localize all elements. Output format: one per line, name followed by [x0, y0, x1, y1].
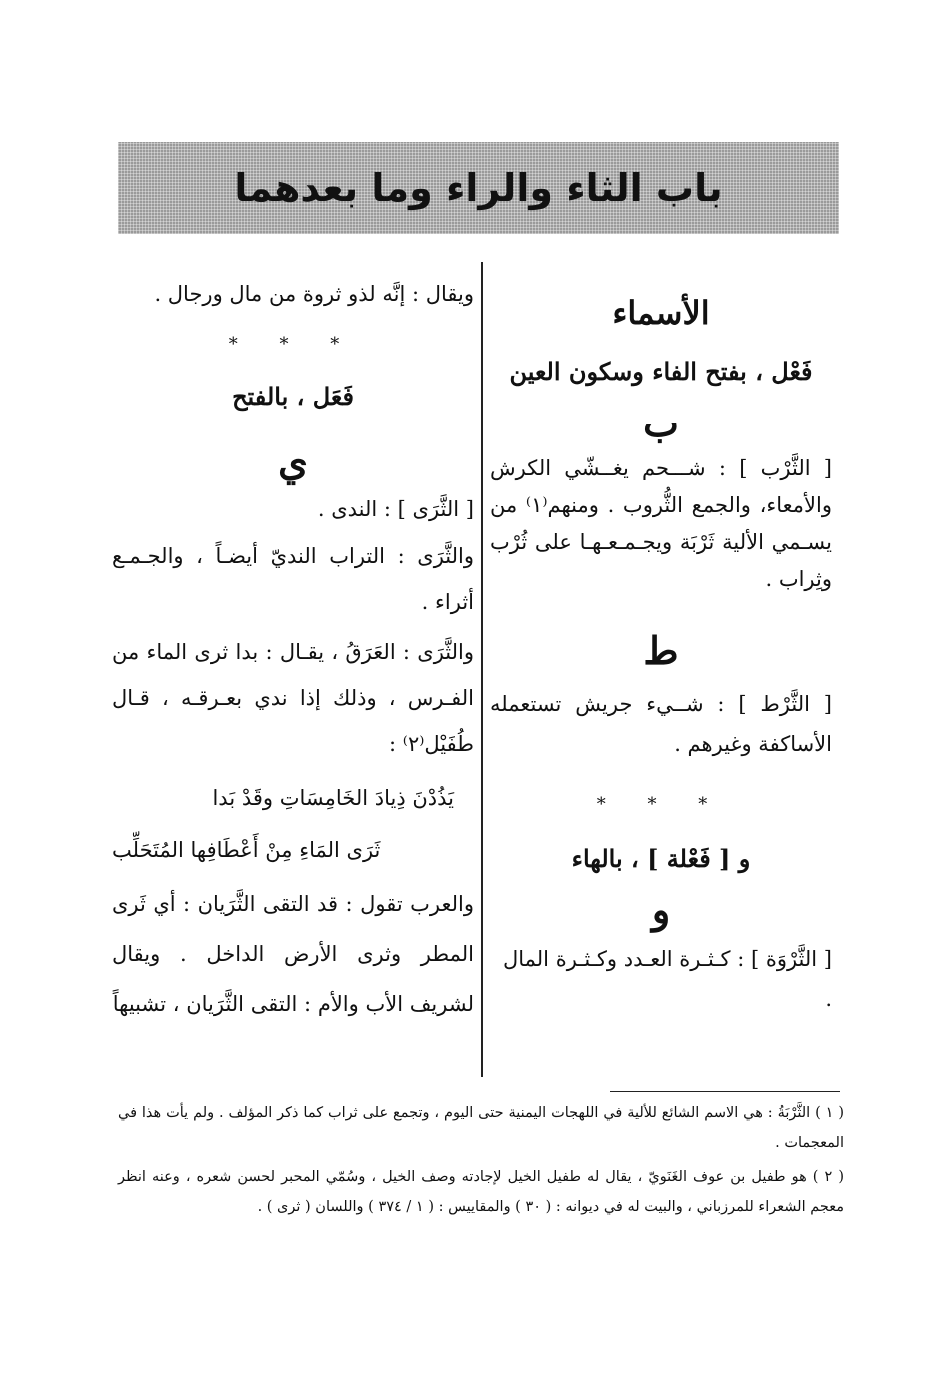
- section-stars: * * *: [596, 794, 726, 815]
- section-stars: * * *: [228, 334, 358, 355]
- footnote-1: ( ١ ) الثَّرْبَةُ : هي الاسم الشائع للألية في اللهجات اليمنية حتى اليوم ، وتجمع على ثراب كما ذكر المؤلف . ولم يأت هذا في المعجمات .: [118, 1105, 844, 1151]
- letter-heading-y: ي: [278, 439, 308, 484]
- right-column: [490, 262, 832, 1019]
- verse-line-1: يَذُدْنَ ذِيادَ الخَامِسَاتِ وقَدْ بَدا: [212, 786, 454, 810]
- section-heading-nouns: الأسماء: [612, 294, 710, 332]
- letter-heading-w: و: [651, 887, 671, 932]
- chapter-banner: [118, 142, 839, 234]
- pattern-heading-fal: فَعْل ، بفتح الفاء وسكون العين: [509, 357, 813, 386]
- entry-tharb: [ الثَّرْب ] : شـــحم يغــشّي الكرش والأمعاء، والجمع الثُّروب . ومنهم⁽١⁾ من يسـمي الألية ثَرْبَة ويجـمـعـهـا على ثُرْب وثِراب .: [490, 456, 832, 591]
- entry-tharwa: [ الثَّرْوَة ] : كـثـرة العـدد وكـثـرة المال .: [502, 947, 832, 1011]
- letter-heading-t: ط: [643, 628, 679, 673]
- footnote-2: ( ٢ ) هو طفيل بن عوف الغَنَويّ ، يقال له طفيل الخيل لإجادته وصف الخيل ، وسُمّي المحبر لحسن شعره ، وعنه انظر معجم الشعراء للمرزباني ، والبيت له في ديوانه : ( ٣٠ ) والمقاييس : ( ١ / ٣٧٤ ) واللسان ( ثرى ) .: [118, 1169, 844, 1215]
- entry-thara-3: والثَّرَى : العَرَقُ ، يقـال : بدا ثرى الماء من الفـرس ، وذلك إذا ندي بعـرقـه ، قـال طُفَيْل⁽٢⁾ :: [112, 640, 474, 756]
- pattern-heading-faal: فَعَل ، بالفتح: [232, 382, 354, 411]
- left-column: [112, 262, 474, 1029]
- letter-heading-b: ب: [643, 400, 679, 445]
- entry-thara-1: [ الثَّرَى ] : الندى .: [317, 497, 474, 521]
- entry-thurayan: والعرب تقول : قد التقى الثَّرَيان : أي ثَرى المطر وثرى الأرض الداخل . ويقال لشريف الأب والأم : التقى الثَّرَيان ، تشبيهاً: [112, 892, 474, 1016]
- chapter-title: باب الثاء والراء وما بعدهما: [234, 166, 723, 210]
- entry-thart: [ الثَّرْط ] : شــيء جريش تستعمله الأساكفة وغيرهم .: [490, 692, 832, 756]
- entry-continuation: ويقال : إنَّه لذو ثروة من مال ورجال .: [154, 282, 474, 306]
- pattern-heading-fala: و [ فَعْلة ] ، بالهاء: [571, 844, 751, 873]
- footnote-rule: [610, 1091, 840, 1092]
- footnotes: [118, 1098, 844, 1222]
- verse-line-2: ثَرَى المَاءِ مِنْ أَعْطَافِها المُتَحَلِّب: [112, 838, 381, 862]
- column-divider: [481, 262, 483, 1077]
- entry-thara-2: والثَّرَى : التراب النديّ أيضـاً ، والجـمـع أثراء .: [112, 544, 474, 614]
